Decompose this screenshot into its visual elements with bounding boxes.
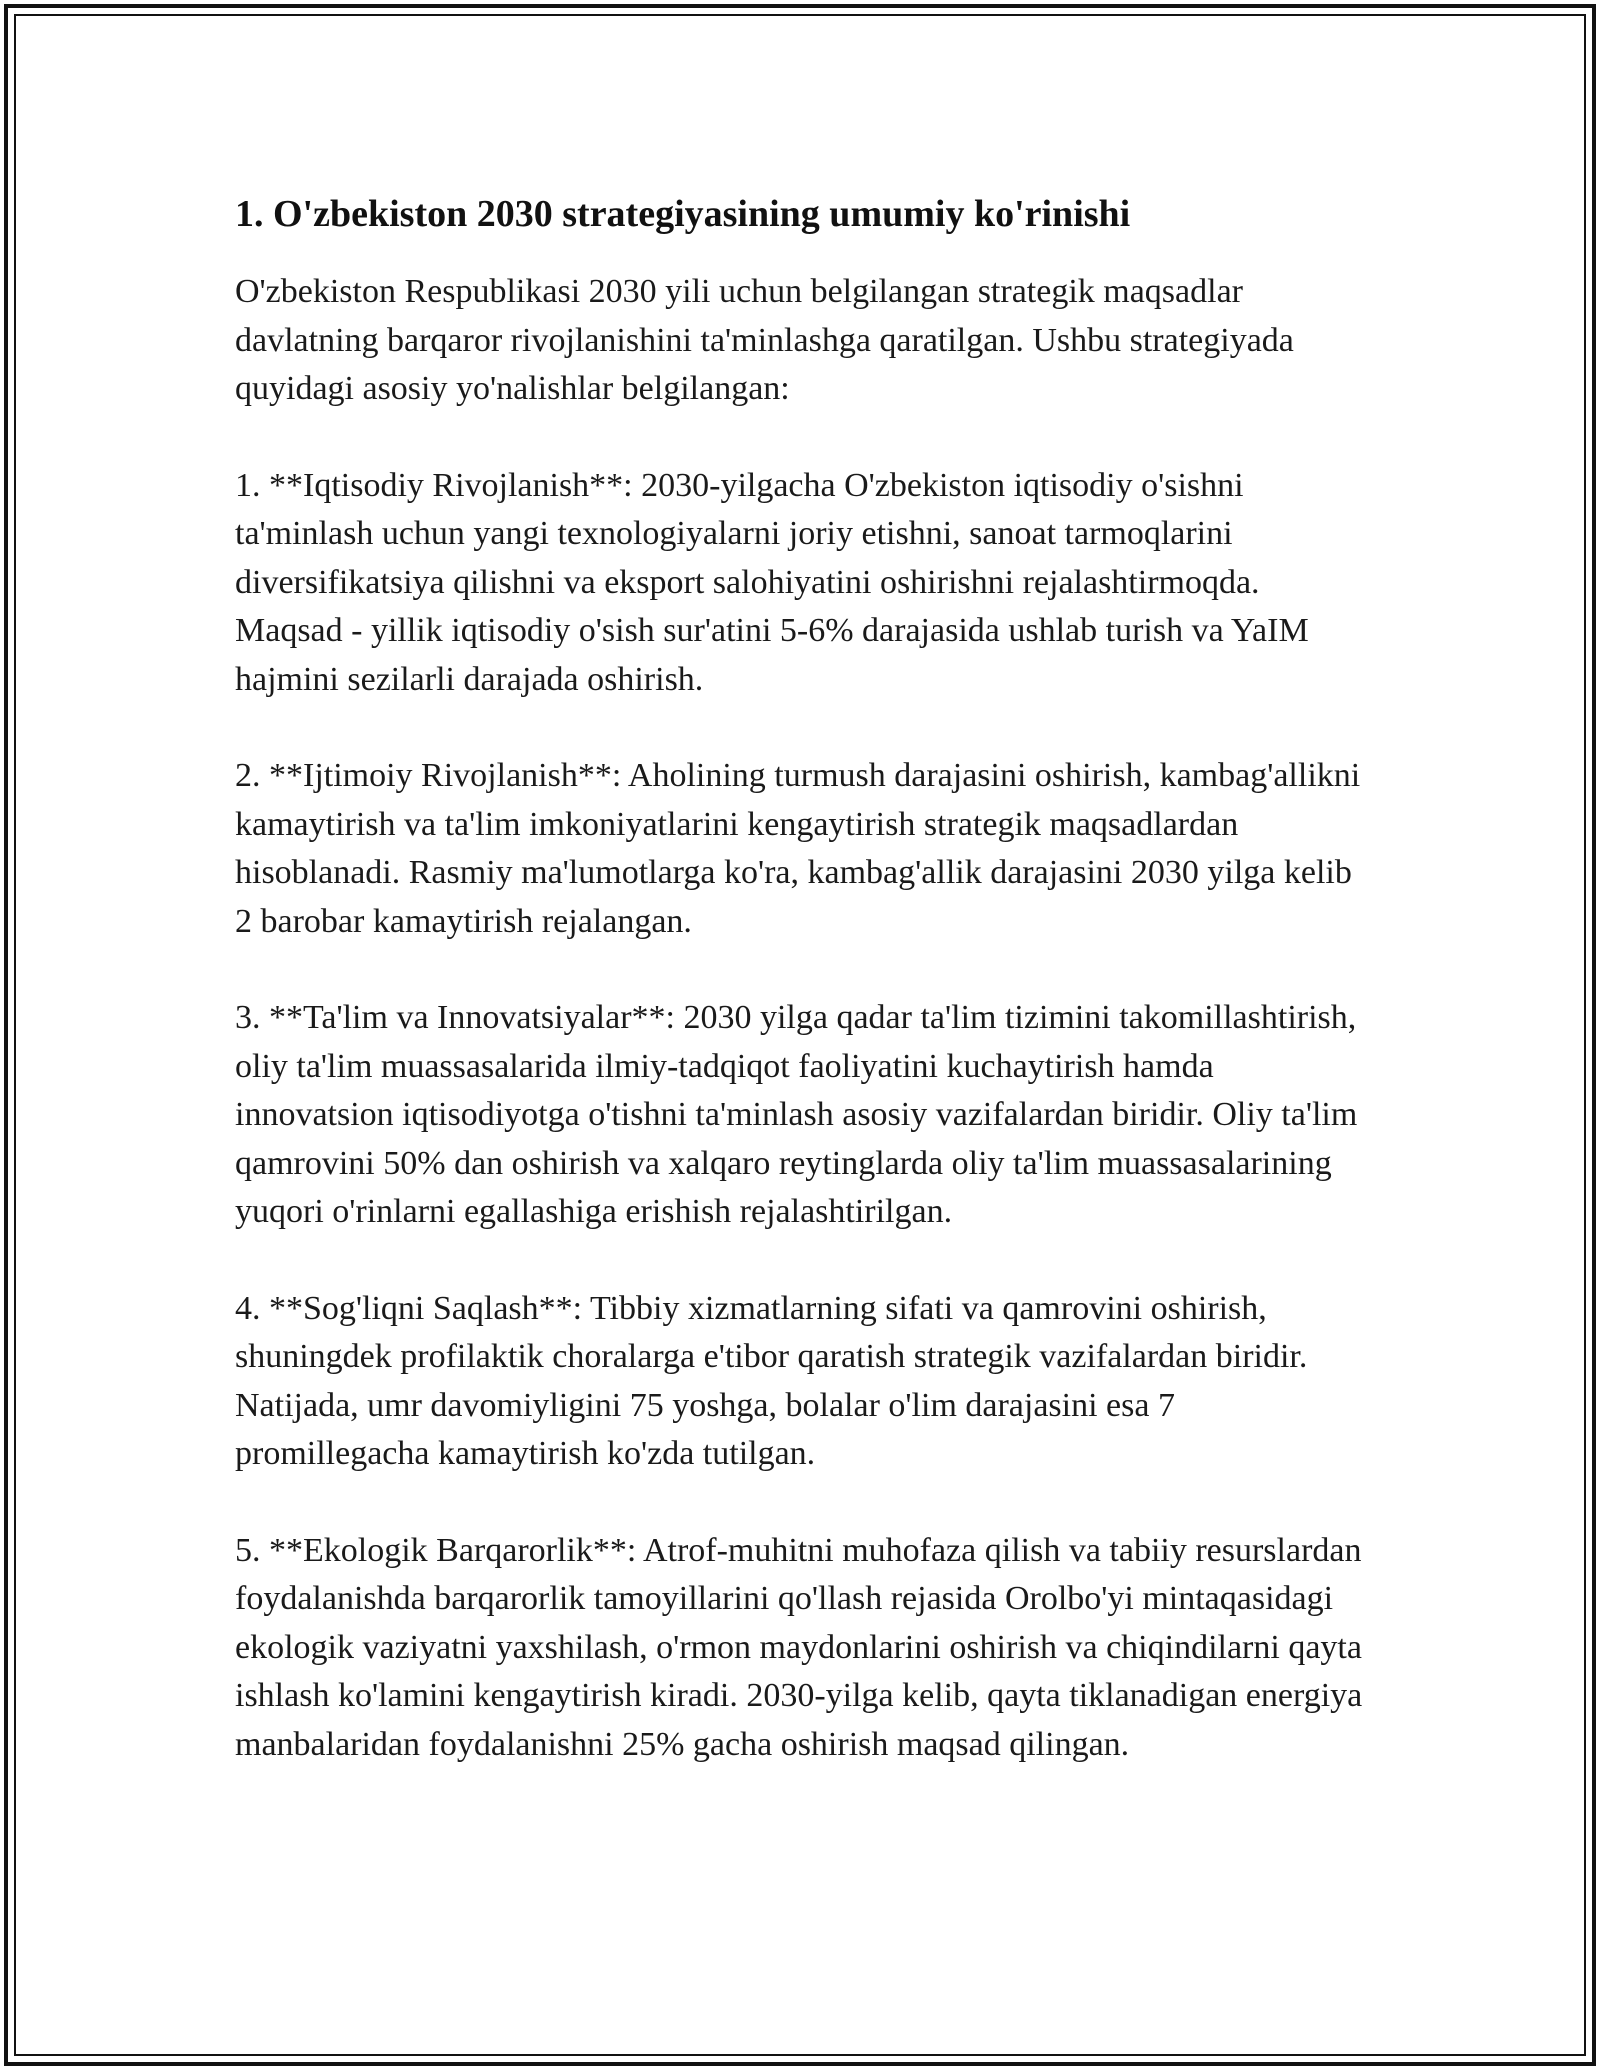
paragraph-healthcare: 4. **Sog'liqni Saqlash**: Tibbiy xizmatlarning sifati va qamrovini oshirish, shuningdek profilaktik choralarga e'tibor qaratish strategik vazifalardan biridir. Natijada, umr davomiyligini 75 yoshga, bolalar o'lim darajasini esa 7 promillegacha kamaytirish ko'zda tutilgan. xyxy=(235,1289,1308,1472)
paragraph-economic-development: 1. **Iqtisodiy Rivojlanish**: 2030-yilgacha O'zbekiston iqtisodiy o'sishni ta'minlash uchun yangi texnologiyalarni joriy etishni, sanoat tarmoqlarini diversifikatsiya qilishni va eksport salohiyatini oshirishni rejalashtirmoqda. Maqsad - yillik iqtisodiy o'sish sur'atini 5-6% darajasida ushlab turish va YaIM hajmini sezilarli darajada oshirish. xyxy=(235,466,1309,698)
paragraph-ecological-sustainability: 5. **Ekologik Barqarorlik**: Atrof-muhitni muhofaza qilish va tabiiy resurslardan foydalanishda barqarorlik tamoyillarini qo'llash rejasida Orolbo'yi mintaqasidagi ekologik vaziyatni yaxshilash, o'rmon maydonlarini oshirish va chiqindilarni qayta ishlash ko'lamini kengaytirish kiradi. 2030-yilga kelib, qayta tiklanadigan energiya manbalaridan foydalanishni 25% gacha oshirish maqsad qilingan. xyxy=(235,1531,1363,1763)
document-body xyxy=(235,188,1375,1817)
document-title: 1. O'zbekiston 2030 strategiyasining umumiy ko'rinishi xyxy=(235,193,1131,235)
paragraph-social-development: 2. **Ijtimoiy Rivojlanish**: Aholining turmush darajasini oshirish, kambag'allikni kamaytirish va ta'lim imkoniyatlarini kengaytirish strategik maqsadlardan hisoblanadi. Rasmiy ma'lumotlarga ko'ra, kambag'allik darajasini 2030 yilga kelib 2 barobar kamaytirish rejalangan. xyxy=(235,757,1361,940)
intro-paragraph: O'zbekiston Respublikasi 2030 yili uchun belgilangan strategik maqsadlar davlatning barqaror rivojlanishini ta'minlashga qaratilgan. Ushbu strategiyada quyidagi asosiy yo'nalishlar belgilangan: xyxy=(235,273,1294,407)
paragraph-education-innovation: 3. **Ta'lim va Innovatsiyalar**: 2030 yilga qadar ta'lim tizimini takomillashtirish, oliy ta'lim muassasalarida ilmiy-tadqiqot faoliyatini kuchaytirish hamda innovatsion iqtisodiyotga o'tishni ta'minlash asosiy vazifalardan biridir. Oliy ta'lim qamrovini 50% dan oshirish va xalqaro reytinglarda oliy ta'lim muassasalarining yuqori o'rinlarni egallashiga erishish rejalashtirilgan. xyxy=(235,999,1358,1230)
